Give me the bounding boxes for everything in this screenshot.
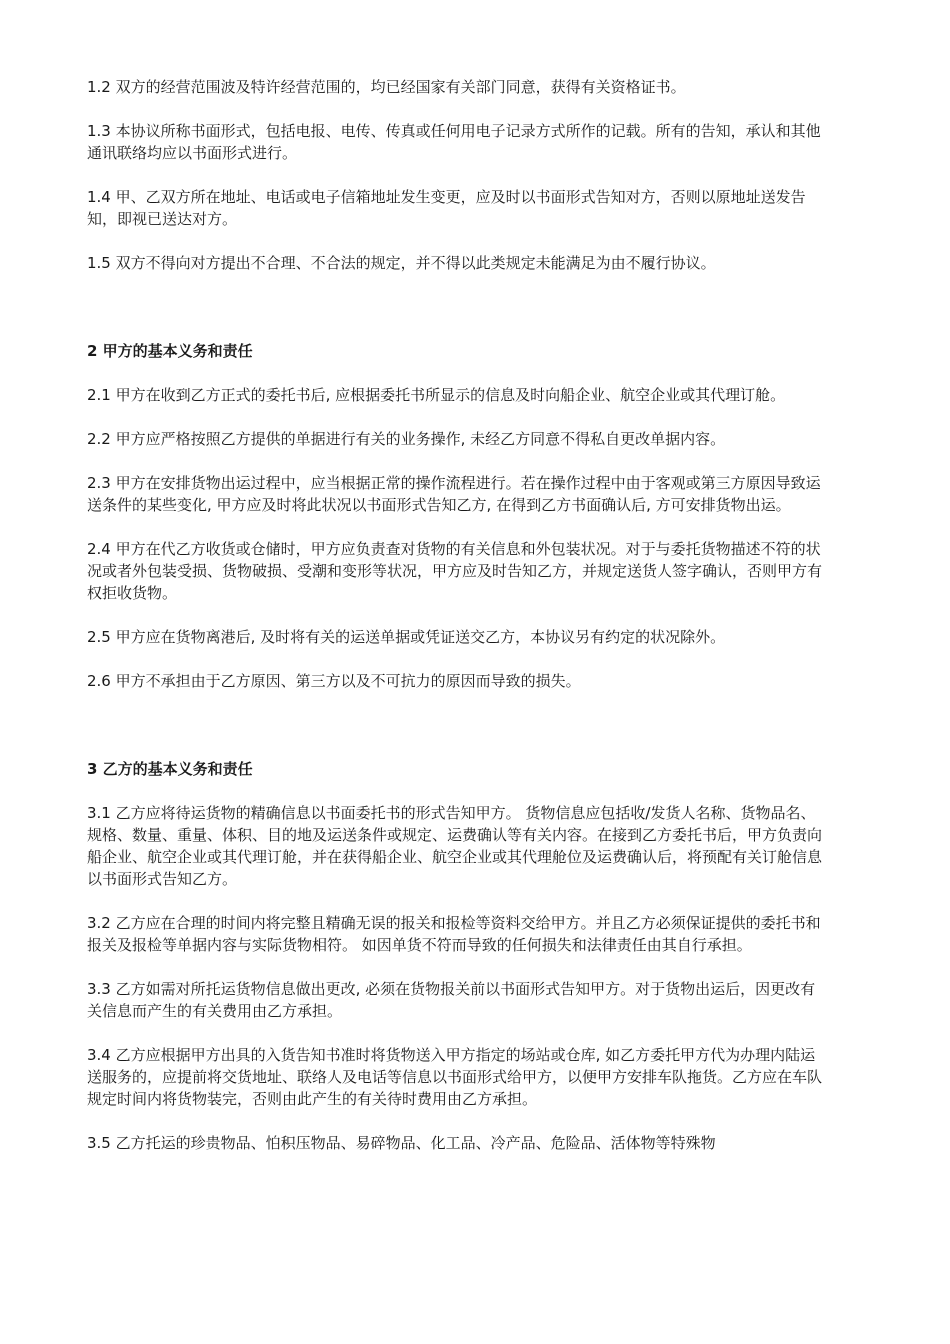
clause-2-6: 2.6 甲方不承担由于乙方原因、第三方以及不可抗力的原因而导致的损失。: [87, 672, 581, 690]
clause-3-2: 3.2 乙方应在合理的时间内将完整且精确无误的报关和报检等资料交给甲方。并且乙方必须保证提供的委托书和报关及报检等单据内容与实际货物相符。 如因单货不符而导致的任何损失和法律责任由其自行承担。: [87, 914, 821, 954]
clause-3-5: 3.5 乙方托运的珍贵物品、怕积压物品、易碎物品、化工品、冷产品、危险品、活体物等特殊物: [87, 1134, 716, 1152]
clause-1-2: 1.2 双方的经营范围波及特许经营范围的，均已经国家有关部门同意，获得有关资格证书。: [87, 78, 686, 96]
clause-1-5: 1.5 双方不得向对方提出不合理、不合法的规定，并不得以此类规定未能满足为由不履行协议。: [87, 254, 716, 272]
section-spacer: [87, 714, 827, 758]
clause-3-4: 3.4 乙方应根据甲方出具的入货告知书准时将货物送入甲方指定的场站或仓库, 如乙方委托甲方代为办理内陆运送服务的，应提前将交货地址、联络人及电话等信息以书面形式给甲方，以便甲方安排车队拖货。乙方应在车队规定时间内将货物装完，否则由此产生的有关待时费用由乙方承担。: [87, 1046, 823, 1108]
clause-2-1: 2.1 甲方在收到乙方正式的委托书后, 应根据委托书所显示的信息及时向船企业、航空企业或其代理订舱。: [87, 386, 786, 404]
clause-3-1: 3.1 乙方应将待运货物的精确信息以书面委托书的形式告知甲方。 货物信息应包括收/发货人名称、货物品名、规格、数量、重量、体积、目的地及运送条件或规定、运费确认等有关内容。在接到乙方委托书后，甲方负责向船企业、航空企业或其代理订舱，并在获得船企业、航空企业或其代理舱位及运费确认后，将预配有关订舱信息以书面形式告知乙方。: [87, 804, 823, 888]
clause-2-3: 2.3 甲方在安排货物出运过程中，应当根据正常的操作流程进行。若在操作过程中由于客观或第三方原因导致运送条件的某些变化, 甲方应及时将此状况以书面形式告知乙方, 在得到乙方书面确认后, 方可安排货物出运。: [87, 474, 821, 514]
document-page: [87, 76, 827, 1176]
clause-1-4: 1.4 甲、乙双方所在地址、电话或电子信箱地址发生变更，应及时以书面形式告知对方，否则以原地址送发告知，即视已送达对方。: [87, 188, 806, 228]
section-spacer: [87, 296, 827, 340]
clause-2-2: 2.2 甲方应严格按照乙方提供的单据进行有关的业务操作, 未经乙方同意不得私自更改单据内容。: [87, 430, 726, 448]
section-3-heading: 3 乙方的基本义务和责任: [87, 760, 253, 778]
clause-2-4: 2.4 甲方在代乙方收货或仓储时，甲方应负责查对货物的有关信息和外包装状况。对于与委托货物描述不符的状况或者外包装受损、货物破损、受潮和变形等状况，甲方应及时告知乙方，并规定送货人签字确认，否则甲方有权拒收货物。: [87, 540, 823, 602]
clause-2-5: 2.5 甲方应在货物离港后, 及时将有关的运送单据或凭证送交乙方，本协议另有约定的状况除外。: [87, 628, 726, 646]
clause-3-3: 3.3 乙方如需对所托运货物信息做出更改, 必须在货物报关前以书面形式告知甲方。对于货物出运后，因更改有关信息而产生的有关费用由乙方承担。: [87, 980, 816, 1020]
clause-1-3: 1.3 本协议所称书面形式，包括电报、电传、传真或任何用电子记录方式所作的记载。所有的告知，承认和其他通讯联络均应以书面形式进行。: [87, 122, 821, 162]
section-2-heading: 2 甲方的基本义务和责任: [87, 342, 253, 360]
